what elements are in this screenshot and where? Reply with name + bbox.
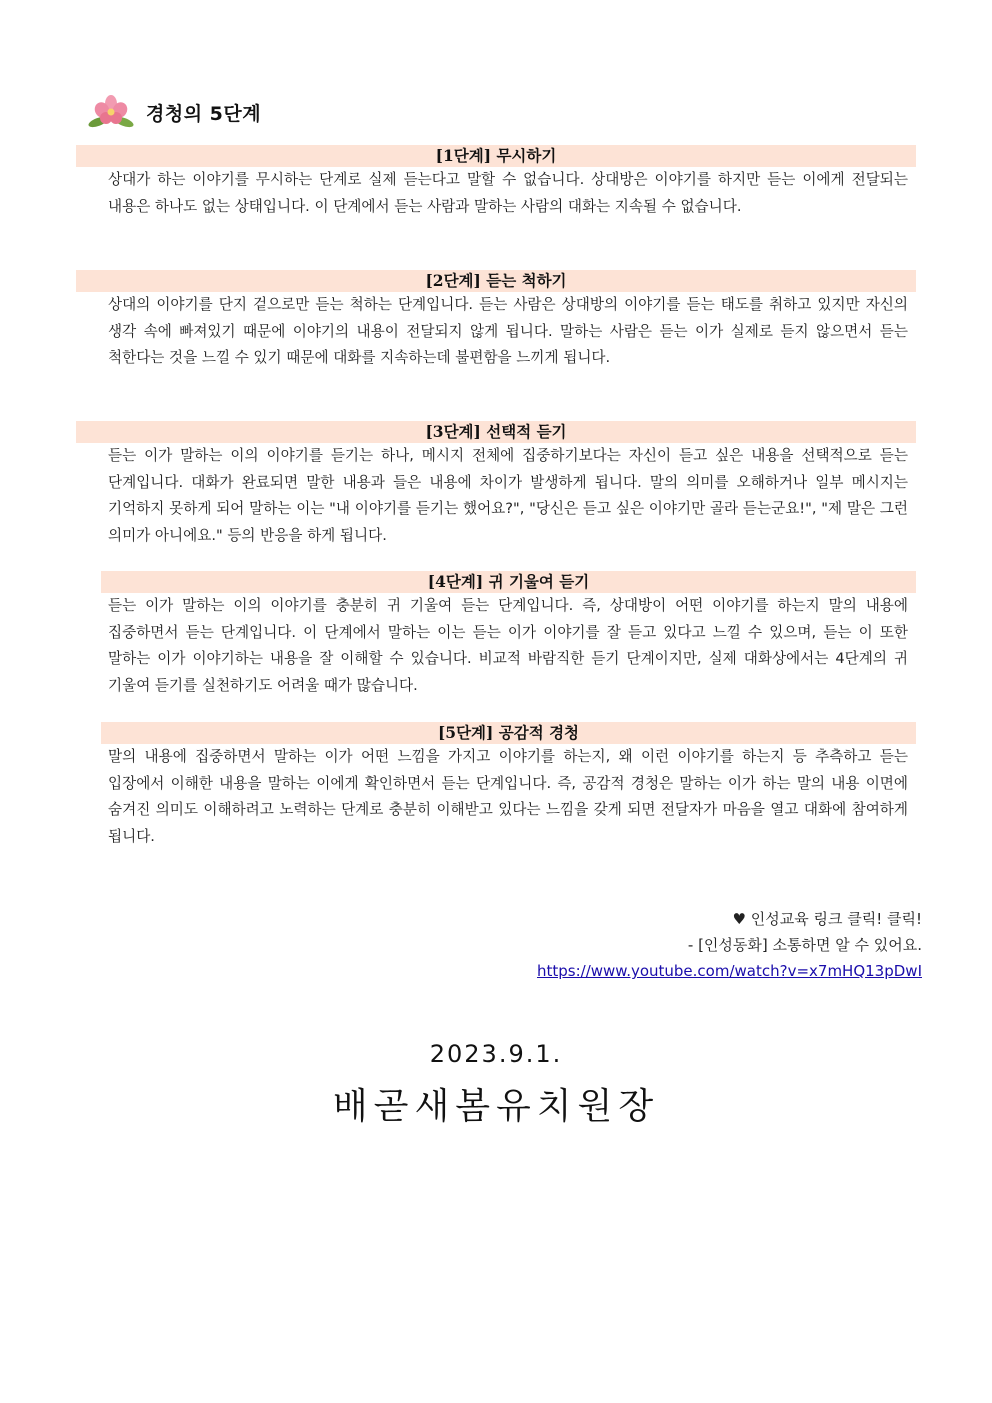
step-3-heading: [3단계] 선택적 듣기 bbox=[76, 421, 916, 443]
step-5-section bbox=[76, 722, 916, 850]
step-3-section bbox=[76, 421, 916, 549]
link-block bbox=[537, 906, 922, 984]
link-description: - [인성동화] 소통하면 알 수 있어요. bbox=[687, 936, 922, 954]
step-1-section bbox=[76, 145, 916, 220]
step-3-body: 듣는 이가 말하는 이의 이야기를 듣기는 하나, 메시지 전체에 집중하기보다는 자신이 듣고 싶은 내용을 선택적으로 듣는 단계입니다. 대화가 완료되면 말한 내용과 들은 내용에 차이가 발생하게 됩니다. 말의 의미를 오해하거나 일부 메시지는 기억하지 못하게 되어 말하는 이는 "내 이야기를 듣기는 했어요?", "당신은 듣고 싶은 이야기만 골라 듣는군요!", "제 말은 그런 의미가 아니에요." 등의 반응을 하게 됩니다. bbox=[108, 447, 908, 544]
step-4-section bbox=[76, 571, 916, 699]
youtube-link[interactable]: https://www.youtube.com/watch?v=x7mHQ13pDwI bbox=[537, 962, 922, 980]
document-date: 2023.9.1. bbox=[429, 1040, 563, 1068]
step-5-body: 말의 내용에 집중하면서 말하는 이가 어떤 느낌을 가지고 이야기를 하는지, 왜 이런 이야기를 하는지 등 추측하고 듣는 입장에서 이해한 내용을 말하는 이에게 확인하면서 듣는 단계입니다. 즉, 공감적 경청은 말하는 이가 하는 말의 내용 이면에 숨겨진 의미도 이해하려고 노력하는 단계로 충분히 이해받고 있다는 느낌을 갖게 되면 전달자가 마음을 열고 대화에 참여하게 됩니다. bbox=[108, 748, 908, 845]
page-title: 경청의 5단계 bbox=[146, 102, 262, 125]
link-intro: ♥ 인성교육 링크 클릭! 클릭! bbox=[732, 910, 922, 928]
page-title-row bbox=[88, 94, 261, 130]
step-4-body: 듣는 이가 말하는 이의 이야기를 충분히 귀 기울여 듣는 단계입니다. 즉, 상대방이 어떤 이야기를 하는지 말의 내용에 집중하면서 듣는 단계입니다. 이 단계에서 말하는 이는 듣는 이가 이야기를 잘 듣고 있다고 느낄 수 있으며, 듣는 이 또한 말하는 이가 이야기하는 내용을 잘 이해할 수 있습니다. 비교적 바람직한 듣기 단계이지만, 실제 대화상에서는 4단계의 귀 기울여 듣기를 실천하기도 어려울 때가 많습니다. bbox=[108, 597, 908, 694]
step-2-heading: [2단계] 듣는 척하기 bbox=[76, 270, 916, 292]
flower-icon bbox=[88, 94, 134, 130]
step-2-body: 상대의 이야기를 단지 겉으로만 듣는 척하는 단계입니다. 듣는 사람은 상대방의 이야기를 듣는 태도를 취하고 있지만 자신의 생각 속에 빠져있기 때문에 이야기의 내용이 전달되지 않게 됩니다. 말하는 사람은 듣는 이가 실제로 듣지 않으면서 듣는 척한다는 것을 느낄 수 있기 때문에 대화를 지속하는데 불편함을 느끼게 됩니다. bbox=[108, 296, 908, 366]
step-4-heading: [4단계] 귀 기울여 듣기 bbox=[101, 571, 916, 593]
step-1-heading: [1단계] 무시하기 bbox=[76, 145, 916, 167]
step-5-heading: [5단계] 공감적 경청 bbox=[101, 722, 916, 744]
step-1-body: 상대가 하는 이야기를 무시하는 단계로 실제 듣는다고 말할 수 없습니다. 상대방은 이야기를 하지만 듣는 이에게 전달되는 내용은 하나도 없는 상태입니다. 이 단계에서 듣는 사람과 말하는 사람의 대화는 지속될 수 없습니다. bbox=[108, 171, 908, 215]
step-2-section bbox=[76, 270, 916, 372]
signature: 배곧새봄유치원장 bbox=[332, 1086, 660, 1127]
